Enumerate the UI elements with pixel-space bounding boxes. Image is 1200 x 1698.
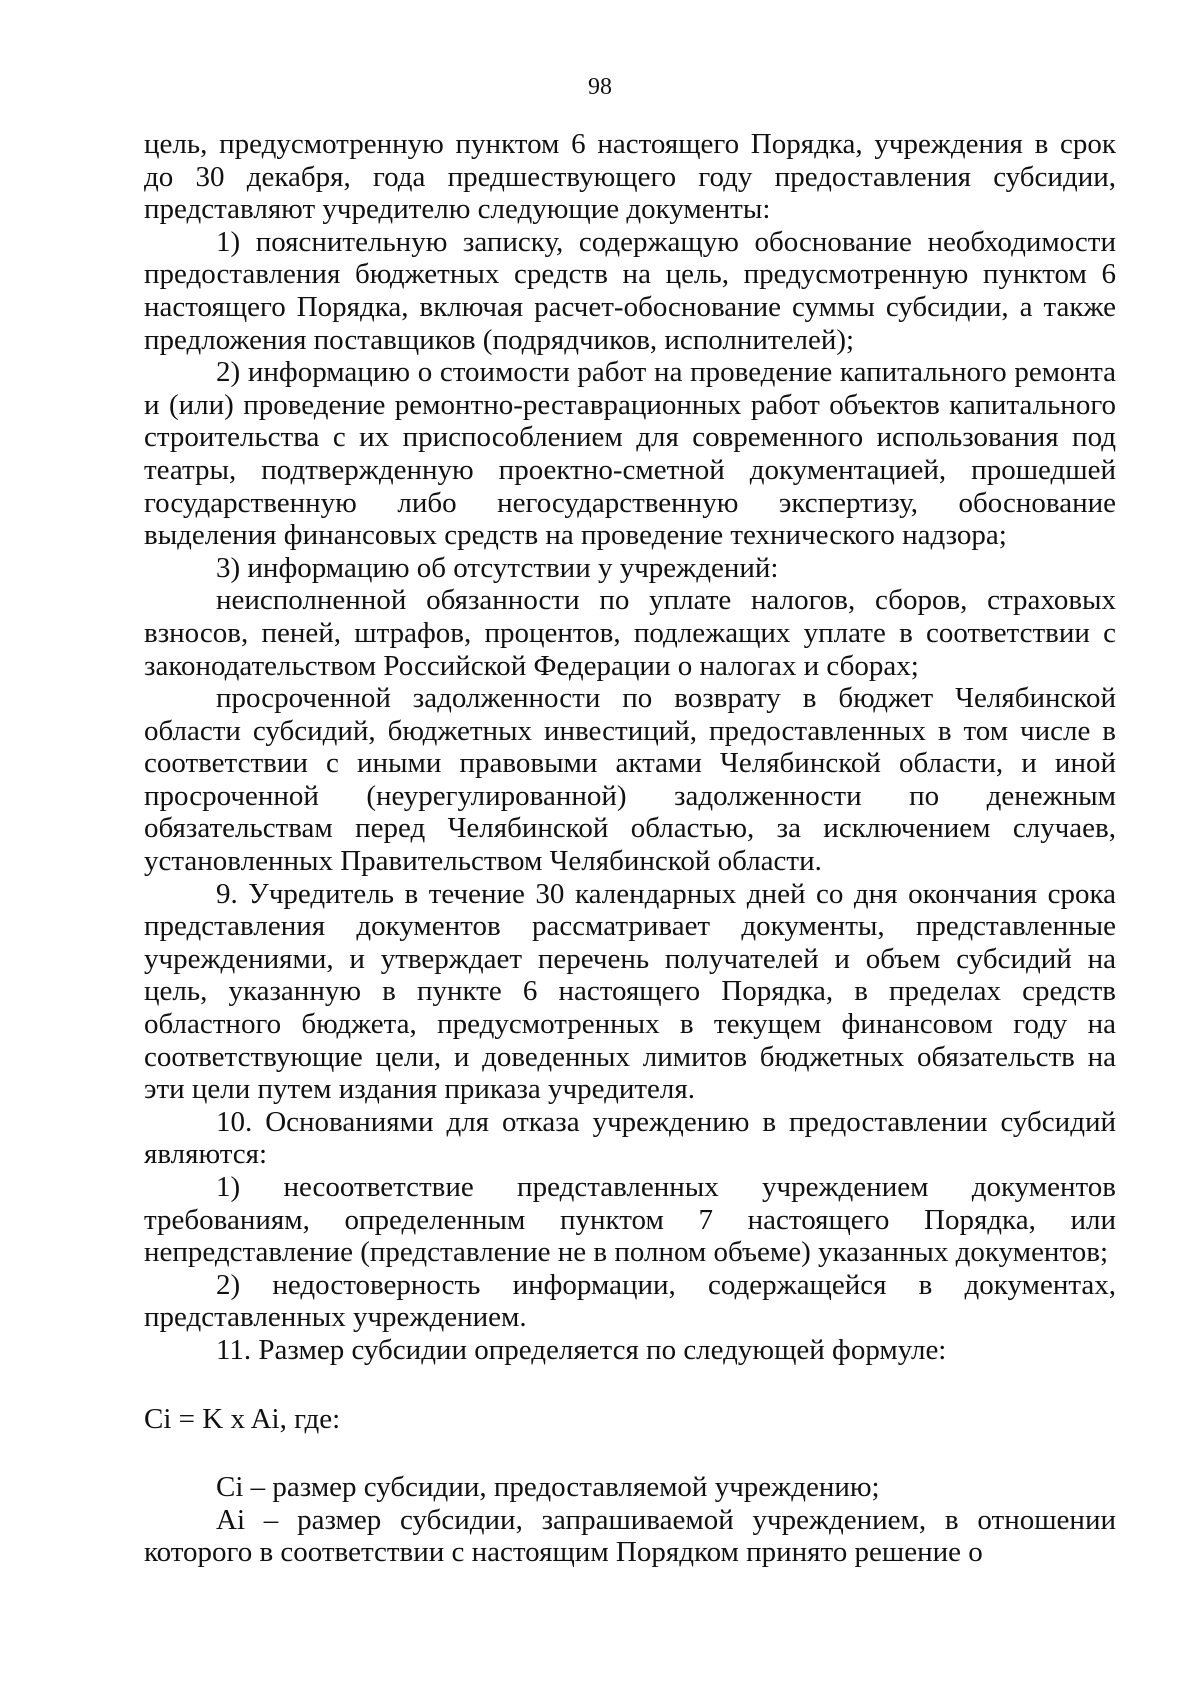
paragraph-continuation: цель, предусмотренную пунктом 6 настоящего Порядка, учреждения в срок до 30 декабря, года предшествующего году предоставления субсидии, представляют учредителю следующие документы:: [144, 128, 1116, 226]
refusal-reason-1: 1) несоответствие представленных учреждением документов требованиям, определенным пунктом 7 настоящего Порядка, или непредставление (представление не в полном объеме) указанных документов;: [144, 1171, 1116, 1269]
definition-ai: Ai – размер субсидии, запрашиваемой учреждением, в отношении которого в соответствии с настоящим Порядком принято решение о: [144, 1503, 1116, 1569]
clause-10: 10. Основаниями для отказа учреждению в предоставлении субсидий являются:: [144, 1105, 1116, 1171]
subsidy-formula: Ci = K x Ai, где:: [144, 1402, 341, 1435]
definition-ci: Ci – размер субсидии, предоставляемой учреждению;: [216, 1471, 880, 1504]
document-body: [144, 128, 1116, 1569]
clause-9: 9. Учредитель в течение 30 календарных дней со дня окончания срока представления документов рассматривает документы, представленные учреждениями, и утверждает перечень получателей и объем субсидий на цель, указанную в пункте 6 настоящего Порядка, в пределах средств областного бюджета, предусмотренных в текущем финансовом году на соответствующие цели, и доведенных лимитов бюджетных обязательств на эти цели путем издания приказа учредителя.: [144, 877, 1116, 1106]
list-item-absence-information: 3) информацию об отсутствии у учреждений:: [216, 551, 779, 584]
list-item-explanatory-note: 1) пояснительную записку, содержащую обоснование необходимости предоставления бюджетных средств на цель, предусмотренную пунктом 6 настоящего Порядка, включая расчет-обоснование суммы субсидии, а также предложения поставщиков (подрядчиков, исполнителей);: [144, 225, 1116, 356]
page-number: 98: [588, 74, 612, 100]
subitem-overdue-debt: просроченной задолженности по возврату в бюджет Челябинской области субсидий, бюджетных инвестиций, предоставленных в том числе в соответствии с иными правовыми актами Челябинской области, и иной просроченной (неурегулированной) задолженности по денежным обязательствам перед Челябинской областью, за исключением случаев, установленных Правительством Челябинской области.: [144, 682, 1116, 878]
list-item-cost-information: 2) информацию о стоимости работ на проведение капитального ремонта и (или) проведение ремонтно-реставрационных работ объектов капитального строительства с их приспособлением для современного использования под театры, подтвержденную проектно-сметной документацией, прошедшей государственную либо негосударственную экспертизу, обоснование выделения финансовых средств на проведение технического надзора;: [144, 356, 1116, 552]
subitem-tax-obligations: неисполненной обязанности по уплате налогов, сборов, страховых взносов, пеней, штрафов, процентов, подлежащих уплате в соответствии с законодательством Российской Федерации о налогах и сборах;: [144, 584, 1116, 682]
refusal-reason-2: 2) недостоверность информации, содержащейся в документах, представленных учреждением.: [144, 1268, 1116, 1334]
clause-11: 11. Размер субсидии определяется по следующей формуле:: [216, 1333, 947, 1366]
